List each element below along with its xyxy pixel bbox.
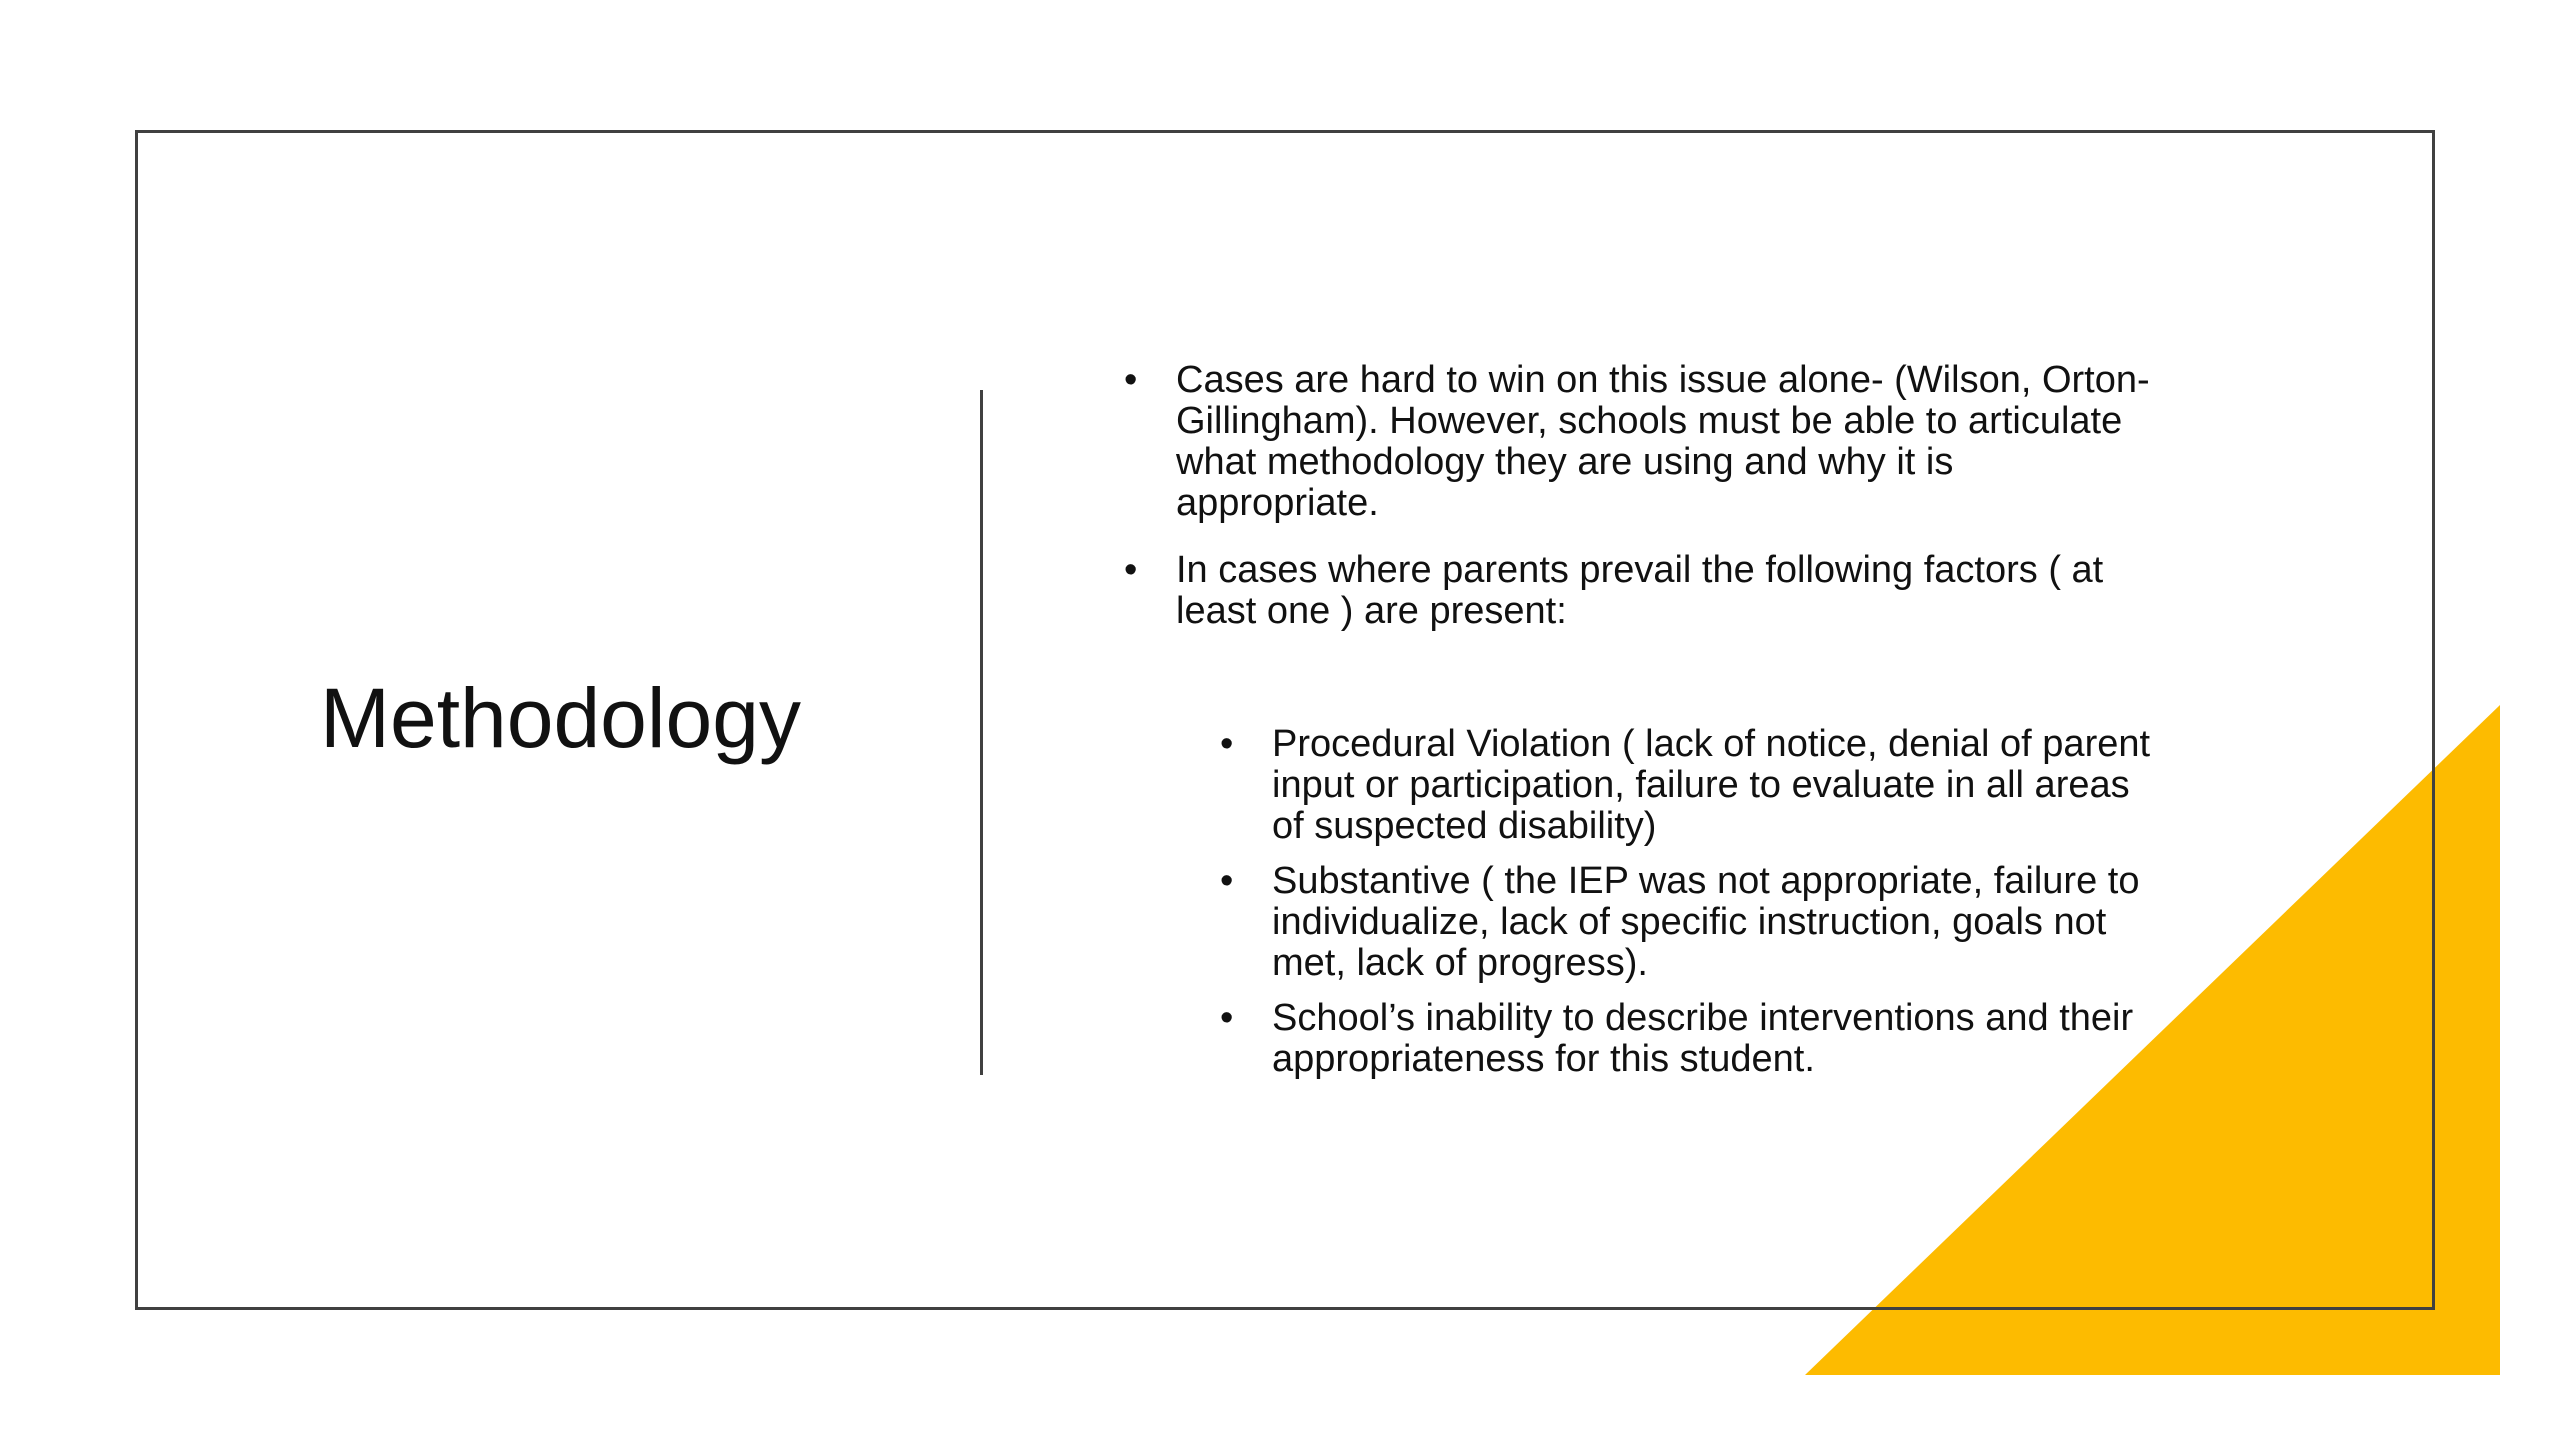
bullet-content	[1120, 360, 2160, 1094]
sub-bullet-item: • School’s inability to describe interventions and their appropriateness for this student.	[1216, 998, 2160, 1080]
slide-title: Methodology	[320, 671, 801, 765]
bullet-item: • Cases are hard to win on this issue alone- (Wilson, Orton-Gillingham). However, schools must be able to articulate what methodology they are using and why it is appropriate.	[1120, 360, 2160, 524]
bullet-list	[1120, 360, 2160, 632]
sub-bullet-item: • Substantive ( the IEP was not appropriate, failure to individualize, lack of specific instruction, goals not met, lack of progress).	[1216, 861, 2160, 984]
sub-bullet-item: • Procedural Violation ( lack of notice, denial of parent input or participation, failure to evaluate in all areas of suspected disability)	[1216, 724, 2160, 847]
vertical-divider	[980, 390, 983, 1075]
bullet-item: • In cases where parents prevail the following factors ( at least one ) are present:	[1120, 550, 2160, 632]
sub-bullet-list	[1216, 724, 2160, 1080]
